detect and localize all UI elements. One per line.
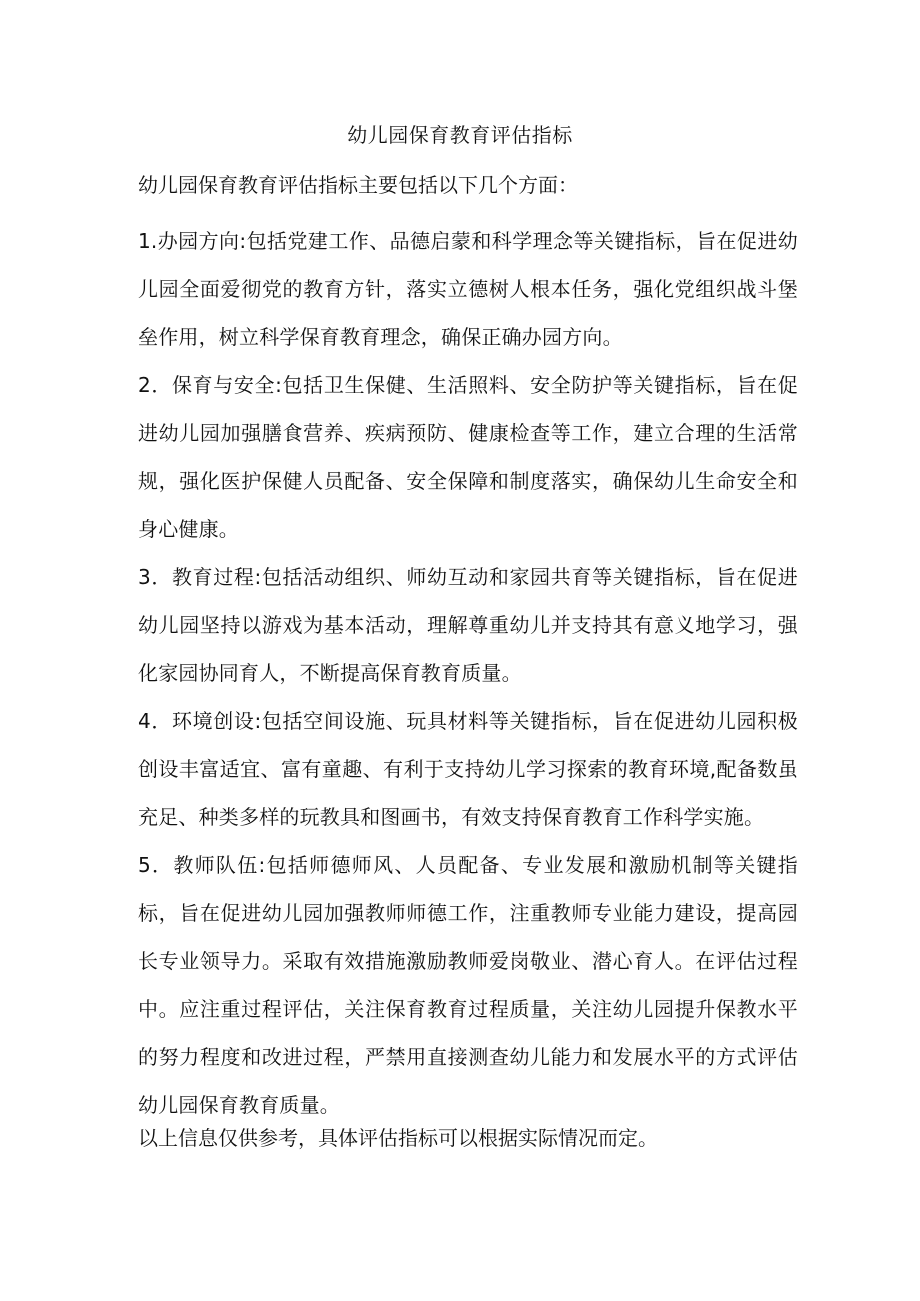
section-text: 保育与安全:包括卫生保健、生活照料、安全防护等关键指标，旨在促进幼儿园加强膳食营养、疾病预防、健康检查等工作，建立合理的生活常规，强化医护保健人员配备、安全保障和制度落实，确保幼儿生命安全和身心健康。: [138, 373, 798, 541]
sections-body: [138, 217, 798, 1129]
section-paragraph: [138, 697, 798, 841]
section-number: 2．: [138, 373, 172, 397]
section-text: 教师队伍:包括师德师风、人员配备、专业发展和激励机制等关键指标，旨在促进幼儿园加强教师师德工作，注重教师专业能力建设，提高园长专业领导力。采取有效措施激励教师爱岗敬业、潜心育人。在评估过程中。应注重过程评估，关注保育教育过程质量，关注幼儿园提升保教水平的努力程度和改进过程，严禁用直接测查幼儿能力和发展水平的方式评估幼儿园保育教育质量。: [138, 853, 798, 1117]
section-text: 教育过程:包括活动组织、师幼互动和家园共育等关键指标，旨在促进幼儿园坚持以游戏为基本活动，理解尊重幼儿并支持其有意义地学习，强化家园协同育人，不断提高保育教育质量。: [138, 565, 798, 685]
section-number: 4．: [138, 709, 172, 733]
section-number: 5．: [138, 853, 174, 877]
intro-paragraph: 幼儿园保育教育评估指标主要包括以下几个方面：: [138, 173, 578, 197]
section-paragraph: [138, 553, 798, 697]
section-paragraph: [138, 217, 798, 361]
section-paragraph: [138, 361, 798, 553]
document-title: 幼儿园保育教育评估指标: [347, 123, 573, 147]
section-text: 环境创设:包括空间设施、玩具材料等关键指标，旨在促进幼儿园积极创设丰富适宜、富有童趣、有利于支持幼儿学习探索的教育环境,配备数虽充足、种类多样的玩教具和图画书，有效支持保育教育工作科学实施。: [138, 709, 798, 829]
section-number: 1.: [138, 229, 158, 253]
section-paragraph: [138, 841, 798, 1129]
closing-paragraph: 以上信息仅供参考，具体评估指标可以根据实际情况而定。: [138, 1126, 658, 1150]
section-number: 3．: [138, 565, 172, 589]
section-text: 办园方向:包括党建工作、品德启蒙和科学理念等关键指标，旨在促进幼儿园全面爱彻党的教育方针，落实立德树人根本任务，强化党组织战斗堡垒作用，树立科学保育教育理念，确保正确办园方向。: [138, 229, 798, 349]
